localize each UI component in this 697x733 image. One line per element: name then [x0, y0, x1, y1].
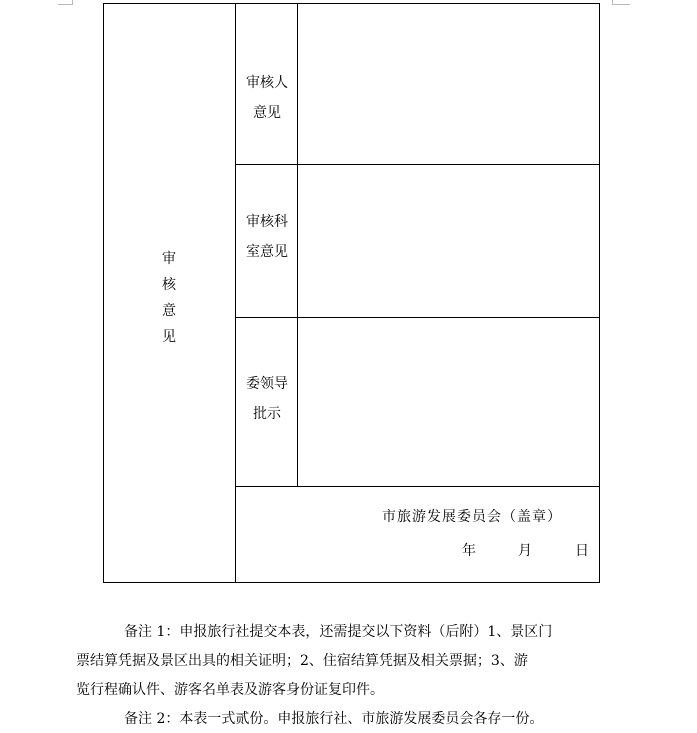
department-opinion-field[interactable] [298, 165, 599, 317]
note-1-line-1: 备注 1：申报旅行社提交本表，还需提交以下资料（后附）1、景区门 [124, 624, 553, 640]
date-month-label: 月 [518, 543, 533, 559]
section-label-char: 审 [162, 251, 176, 267]
section-label-char: 核 [162, 277, 176, 293]
corner-guide-top-right-h [612, 4, 630, 5]
row-label-line: 批示 [253, 406, 281, 422]
reviewer-opinion-field[interactable] [298, 4, 599, 164]
row-label-line: 室意见 [246, 244, 288, 260]
stamp-text: 市旅游发展委员会（盖章） [382, 509, 562, 525]
row-label-line: 委领导 [246, 376, 288, 392]
review-opinion-table [103, 3, 600, 583]
row-label-leader-instruction [236, 369, 298, 429]
row-label-line: 意见 [253, 105, 281, 121]
note-1-line-3: 览行程确认件、游客名单表及游客身份证复印件。 [76, 682, 384, 698]
section-label-char: 意 [162, 303, 176, 319]
row-label-line: 审核科 [246, 214, 288, 230]
corner-guide-top-left-h [58, 4, 73, 5]
section-label-review-opinion [157, 246, 181, 350]
date-year-label: 年 [462, 543, 477, 559]
note-2: 备注 2：本表一式贰份。申报旅行社、市旅游发展委员会各存一份。 [124, 711, 544, 727]
table-row-divider-3 [235, 486, 599, 487]
date-day-label: 日 [575, 543, 590, 559]
section-label-char: 见 [162, 329, 176, 345]
note-1-line-2: 票结算凭据及景区出具的相关证明；2、住宿结算凭据及相关票据；3、游 [76, 653, 528, 669]
row-label-department-opinion [236, 207, 298, 267]
row-label-line: 审核人 [246, 75, 288, 91]
row-label-reviewer-opinion [236, 68, 298, 128]
leader-instruction-field[interactable] [298, 318, 599, 486]
